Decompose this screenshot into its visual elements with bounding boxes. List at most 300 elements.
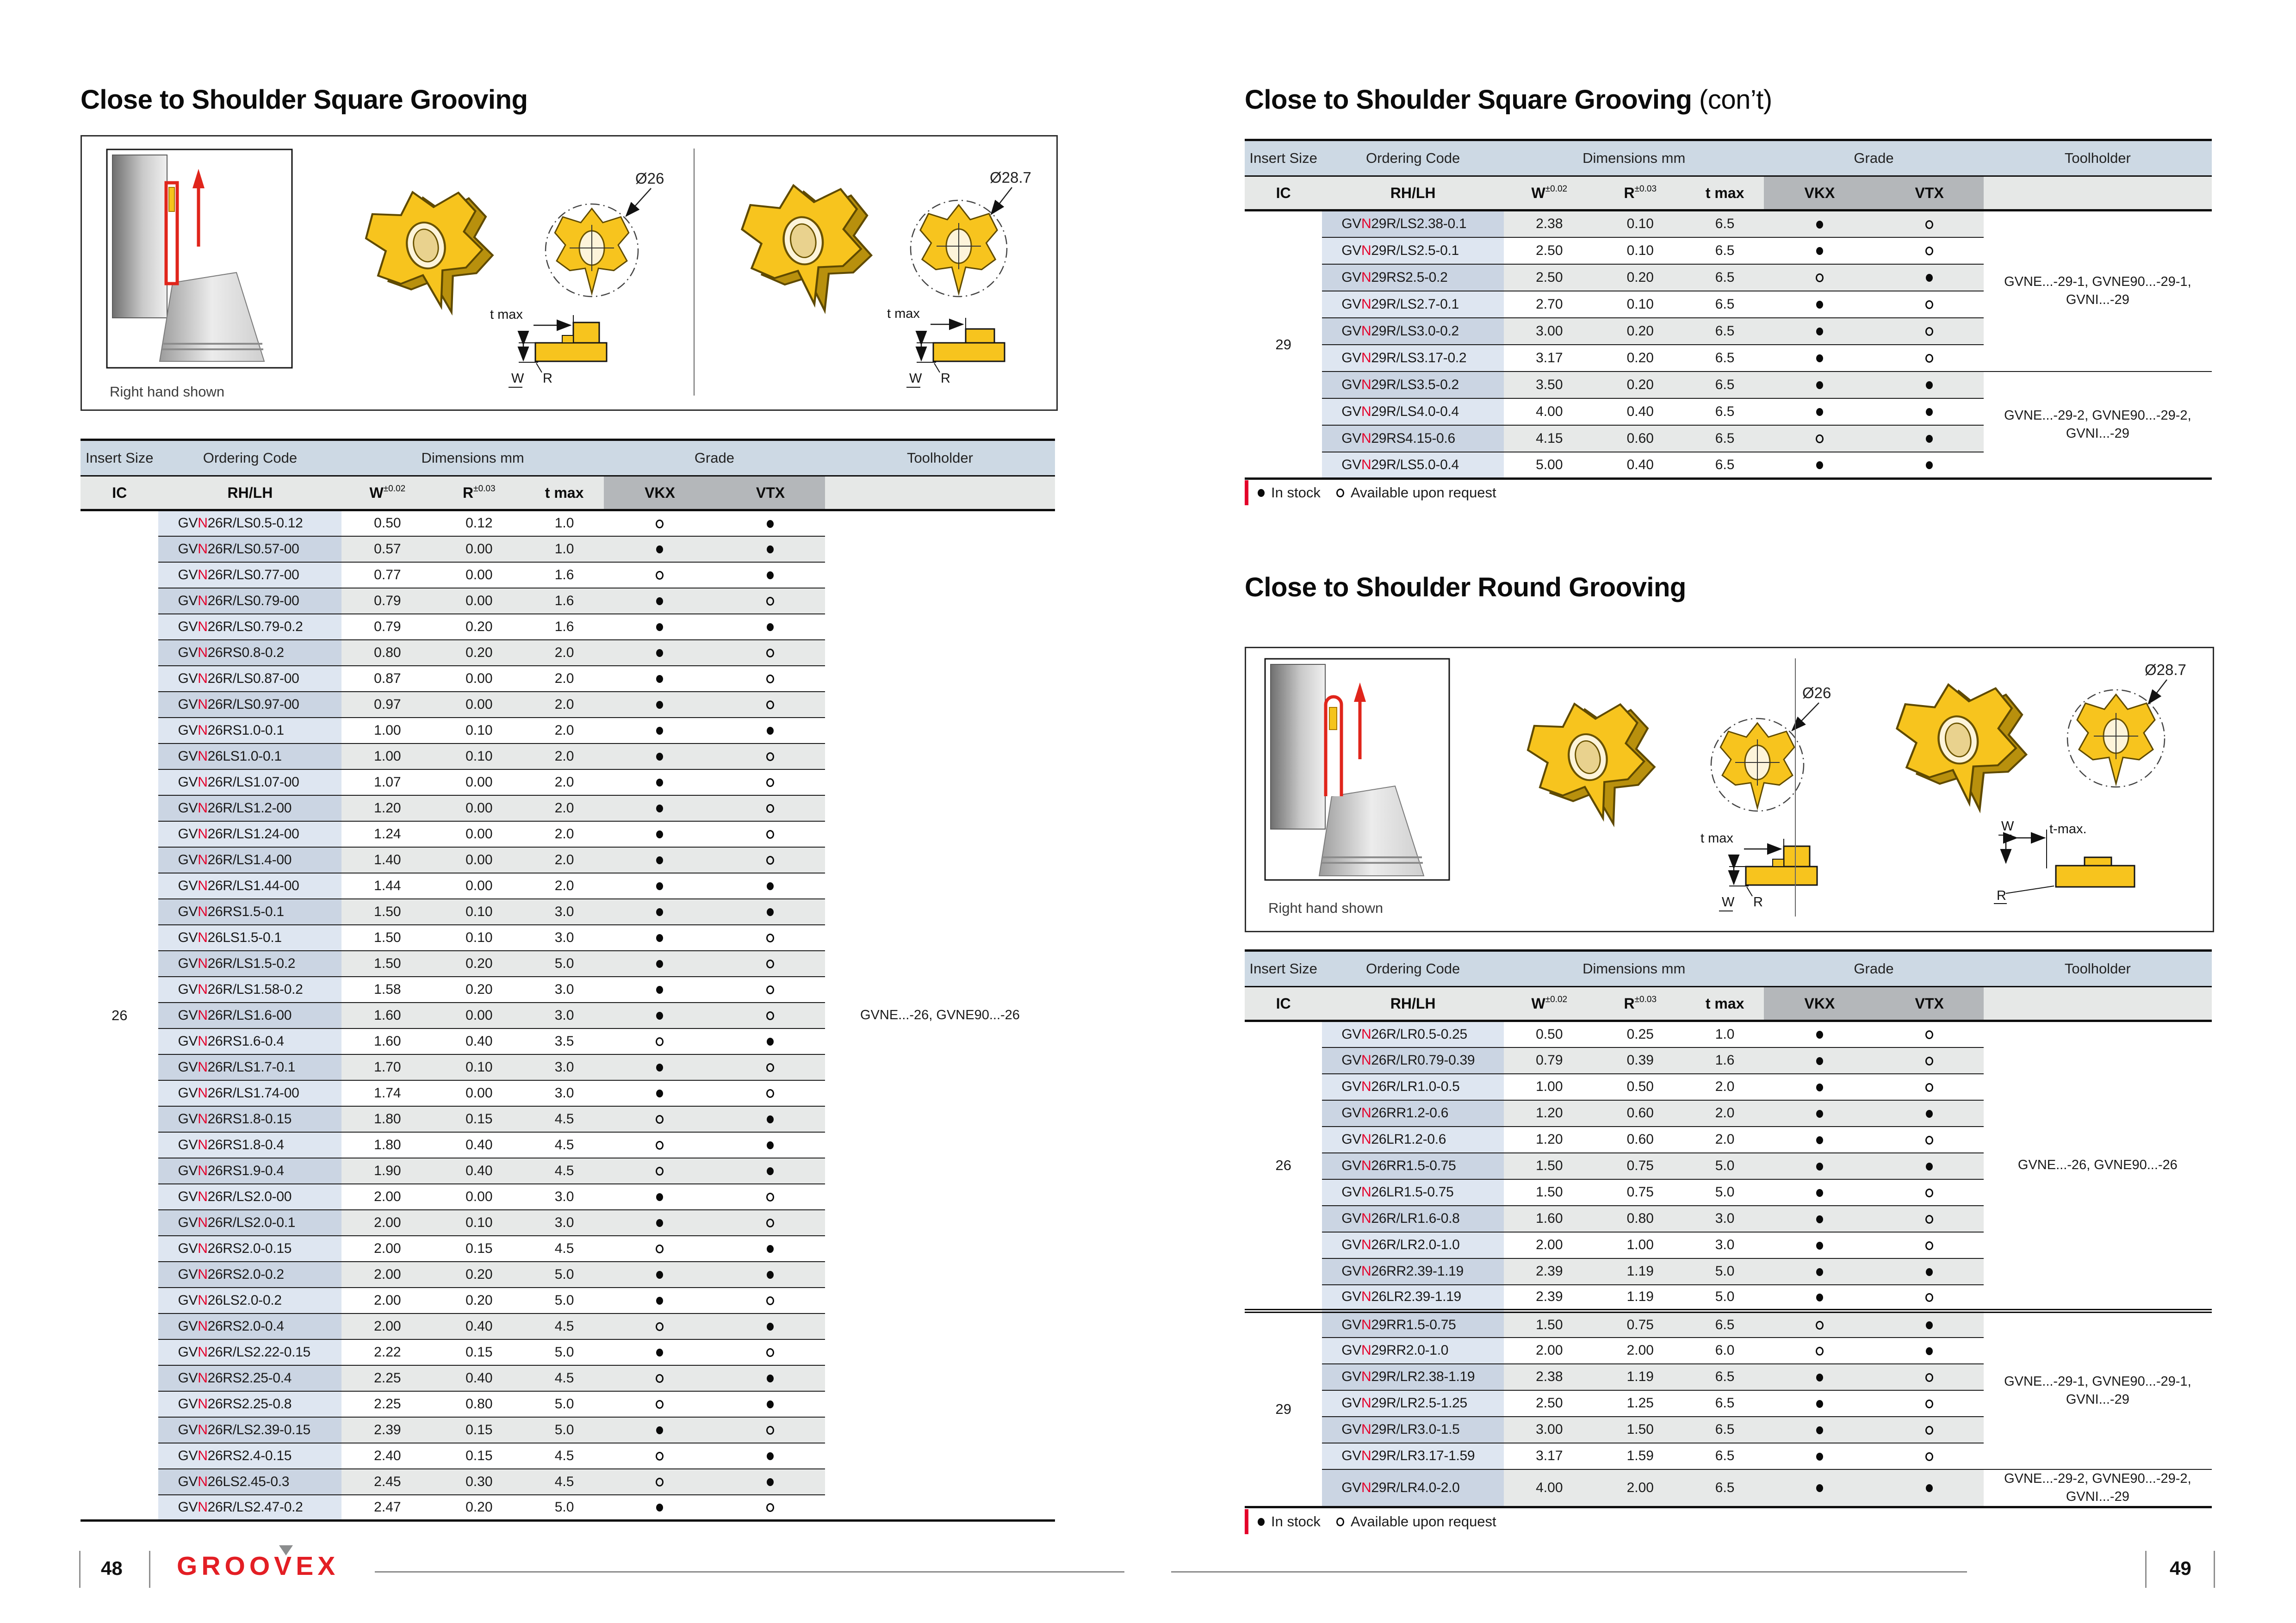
dimension-cell: 1.0 bbox=[525, 536, 604, 562]
ordering-code-cell: GVN26R/LS0.79-0.2 bbox=[158, 614, 341, 640]
ordering-code-cell: GVN26R/LS1.74-00 bbox=[158, 1080, 341, 1106]
dimension-cell: 3.0 bbox=[1686, 1232, 1764, 1258]
grade-vtx-cell bbox=[1875, 1443, 1984, 1469]
ordering-code-cell: GVN29R/LR3.0-1.5 bbox=[1322, 1417, 1504, 1443]
dimension-cell: 0.50 bbox=[1504, 1021, 1595, 1047]
filled-dot-icon bbox=[656, 1297, 663, 1305]
dimension-cell: 1.00 bbox=[341, 718, 433, 743]
open-dot-icon bbox=[1816, 1321, 1824, 1330]
filled-dot-icon bbox=[1816, 408, 1823, 416]
dimension-cell: 0.10 bbox=[433, 1054, 525, 1080]
dimension-cell: 2.00 bbox=[1504, 1232, 1595, 1258]
dimension-cell: 3.17 bbox=[1504, 1443, 1595, 1469]
ordering-code-cell: GVN26R/LR2.0-1.0 bbox=[1322, 1232, 1504, 1258]
dimension-cell: 1.40 bbox=[341, 847, 433, 873]
dimension-cell: 2.47 bbox=[341, 1495, 433, 1521]
ordering-code-cell: GVN26R/LR1.0-0.5 bbox=[1322, 1074, 1504, 1100]
dimension-cell: 2.25 bbox=[341, 1391, 433, 1417]
column-subheader: $R^{\pm 0.03}$ bbox=[1595, 987, 1686, 1021]
dimension-cell: 2.0 bbox=[525, 743, 604, 769]
grade-vtx-cell bbox=[716, 1313, 825, 1339]
dimension-cell: 2.50 bbox=[1504, 1390, 1595, 1417]
grade-vkx-cell bbox=[1764, 211, 1875, 237]
grade-vkx-cell bbox=[1764, 1100, 1875, 1127]
dimension-cell: 1.6 bbox=[525, 588, 604, 614]
filled-dot-icon bbox=[656, 649, 663, 657]
grade-vkx-cell bbox=[1764, 1127, 1875, 1153]
dimension-cell: 1.50 bbox=[341, 899, 433, 925]
ordering-code-cell: GVN26LR1.2-0.6 bbox=[1322, 1127, 1504, 1153]
grade-vtx-cell bbox=[716, 847, 825, 873]
toolholder-cell: GVNE...-29-1, GVNE90...-29-1, GVNI...-29 bbox=[1984, 1311, 2212, 1469]
dimension-cell: 0.10 bbox=[433, 743, 525, 769]
dimension-cell: 6.5 bbox=[1686, 237, 1764, 264]
column-subheader bbox=[1984, 987, 2212, 1021]
table-subheader-row bbox=[1245, 176, 2212, 211]
ordering-code-cell: GVN26R/LS1.7-0.1 bbox=[158, 1054, 341, 1080]
dimension-cell: 0.40 bbox=[1595, 398, 1686, 425]
grade-vtx-cell bbox=[1875, 237, 1984, 264]
dimension-cell: 1.0 bbox=[1686, 1021, 1764, 1047]
open-dot-icon bbox=[1816, 273, 1824, 282]
filled-dot-icon bbox=[656, 1426, 663, 1434]
grade-vkx-cell bbox=[604, 510, 716, 536]
dimension-cell: 6.5 bbox=[1686, 264, 1764, 291]
dimension-cell: 0.20 bbox=[1595, 345, 1686, 372]
groovex-logo: GROOVEX bbox=[177, 1551, 339, 1581]
grade-vkx-cell bbox=[604, 1158, 716, 1184]
dimension-cell: 1.20 bbox=[1504, 1127, 1595, 1153]
ordering-code-cell: GVN26R/LS0.97-00 bbox=[158, 692, 341, 718]
grade-vkx-cell bbox=[604, 1313, 716, 1339]
column-header: Toolholder bbox=[1984, 140, 2212, 176]
column-subheader: $W^{\pm 0.02}$ bbox=[1504, 176, 1595, 211]
filled-dot-icon bbox=[767, 908, 774, 916]
dimension-cell: 0.50 bbox=[1595, 1074, 1686, 1100]
ordering-code-cell: GVN26R/LS0.79-00 bbox=[158, 588, 341, 614]
ordering-code-cell: GVN29R/LS2.5-0.1 bbox=[1322, 237, 1504, 264]
svg-text:R: R bbox=[941, 371, 950, 386]
grade-vkx-cell bbox=[1764, 1179, 1875, 1206]
grade-vkx-cell bbox=[1764, 264, 1875, 291]
legend-red-bar-icon bbox=[1245, 1509, 1248, 1534]
filled-dot-icon bbox=[1816, 381, 1823, 389]
ordering-code-cell: GVN26RS1.5-0.1 bbox=[158, 899, 341, 925]
filled-dot-icon bbox=[656, 908, 663, 916]
dimension-cell: 0.10 bbox=[433, 1210, 525, 1236]
dimension-cell: 6.5 bbox=[1686, 1311, 1764, 1338]
ordering-code-cell: GVN29RR2.0-1.0 bbox=[1322, 1338, 1504, 1364]
grade-vkx-cell bbox=[1764, 1153, 1875, 1179]
ordering-code-cell: GVN29R/LR2.38-1.19 bbox=[1322, 1364, 1504, 1390]
grade-vtx-cell bbox=[1875, 452, 1984, 479]
open-dot-icon bbox=[656, 520, 664, 528]
dimension-cell: 0.80 bbox=[341, 640, 433, 666]
insert-front-view-large bbox=[2067, 690, 2165, 787]
dimension-cell: 0.75 bbox=[1595, 1153, 1686, 1179]
dimension-cell: 1.0 bbox=[525, 510, 604, 536]
ordering-code-cell: GVN26LS1.5-0.1 bbox=[158, 925, 341, 951]
open-dot-icon bbox=[1925, 1057, 1933, 1065]
grade-vkx-cell bbox=[604, 769, 716, 795]
open-dot-icon bbox=[1925, 354, 1933, 363]
grade-vkx-cell bbox=[1764, 452, 1875, 479]
ordering-code-cell: GVN26R/LS2.39-0.15 bbox=[158, 1417, 341, 1443]
grade-vtx-cell bbox=[716, 562, 825, 588]
grade-vkx-cell bbox=[1764, 425, 1875, 452]
dimension-cell: 6.5 bbox=[1686, 452, 1764, 479]
ordering-code-cell: GVN26R/LS2.47-0.2 bbox=[158, 1495, 341, 1521]
ordering-code-cell: GVN26R/LS0.87-00 bbox=[158, 666, 341, 692]
dimension-cell: 1.20 bbox=[341, 795, 433, 821]
machining-diagram bbox=[107, 149, 292, 368]
dimension-cell: 0.40 bbox=[433, 1313, 525, 1339]
grade-vkx-cell bbox=[604, 1184, 716, 1210]
dimension-cell: 0.57 bbox=[341, 536, 433, 562]
filled-dot-icon bbox=[1926, 1268, 1933, 1276]
catalog-page-right bbox=[1148, 0, 2296, 1623]
dimension-cell: 5.0 bbox=[525, 1391, 604, 1417]
svg-text:t-max.: t-max. bbox=[2049, 822, 2087, 836]
insert-size-cell: 29 bbox=[1245, 211, 1322, 479]
grade-vtx-cell bbox=[716, 925, 825, 951]
column-header: Dimensions mm bbox=[341, 440, 603, 476]
page-number: 48 bbox=[101, 1557, 123, 1579]
dimension-cell: 2.0 bbox=[525, 692, 604, 718]
ordering-code-cell: GVN26RS1.9-0.4 bbox=[158, 1158, 341, 1184]
grade-vkx-cell bbox=[604, 795, 716, 821]
dimension-cell: 2.0 bbox=[525, 873, 604, 899]
filled-dot-icon bbox=[1816, 1189, 1823, 1197]
grade-vtx-cell bbox=[716, 718, 825, 743]
filled-dot-icon bbox=[767, 1375, 774, 1382]
filled-dot-icon bbox=[1816, 1163, 1823, 1171]
dimension-cell: 2.38 bbox=[1504, 211, 1595, 237]
dimension-cell: 0.40 bbox=[433, 1365, 525, 1391]
filled-dot-icon bbox=[656, 545, 663, 553]
legend-red-bar-icon bbox=[1245, 480, 1248, 505]
column-subheader: VKX bbox=[604, 476, 716, 510]
ordering-code-cell: GVN26R/LS2.0-00 bbox=[158, 1184, 341, 1210]
table-row bbox=[1245, 1469, 2212, 1507]
column-subheader: t max bbox=[1686, 987, 1764, 1021]
dimension-cell: 4.00 bbox=[1504, 1469, 1595, 1507]
filled-dot-icon bbox=[1816, 247, 1823, 255]
dimension-cell: 2.0 bbox=[1686, 1127, 1764, 1153]
ordering-code-cell: GVN29R/LS5.0-0.4 bbox=[1322, 452, 1504, 479]
filled-dot-icon bbox=[1816, 1268, 1823, 1276]
dimension-cell: 1.6 bbox=[525, 614, 604, 640]
filled-dot-icon bbox=[767, 1038, 774, 1046]
ordering-code-cell: GVN26LR2.39-1.19 bbox=[1322, 1285, 1504, 1311]
dimension-cell: 0.39 bbox=[1595, 1047, 1686, 1074]
open-dot-icon bbox=[1925, 247, 1933, 255]
dimension-cell: 1.74 bbox=[341, 1080, 433, 1106]
ordering-code-cell: GVN26RS2.0-0.2 bbox=[158, 1262, 341, 1288]
filled-dot-icon bbox=[1816, 1426, 1823, 1434]
dimension-cell: 0.00 bbox=[433, 536, 525, 562]
page-title: Close to Shoulder Square Grooving (con’t) bbox=[1245, 85, 1772, 115]
grade-vtx-cell bbox=[716, 1106, 825, 1132]
ordering-code-cell: GVN26LS1.0-0.1 bbox=[158, 743, 341, 769]
grade-vtx-cell bbox=[716, 1158, 825, 1184]
filled-dot-icon bbox=[1926, 1163, 1933, 1171]
dimension-cell: 1.6 bbox=[525, 562, 604, 588]
dimension-cell: 5.00 bbox=[1504, 452, 1595, 479]
filled-dot-icon bbox=[1816, 301, 1823, 309]
open-dot-icon bbox=[1925, 1083, 1933, 1092]
grade-vtx-cell bbox=[716, 1365, 825, 1391]
table-header-row bbox=[1245, 140, 2212, 176]
ordering-code-cell: GVN29R/LR2.5-1.25 bbox=[1322, 1390, 1504, 1417]
grade-vtx-cell bbox=[1875, 211, 1984, 237]
dimension-cell: 1.60 bbox=[341, 1003, 433, 1028]
ordering-code-cell: GVN26R/LS0.57-00 bbox=[158, 536, 341, 562]
filled-dot-icon bbox=[656, 779, 663, 787]
grade-vtx-cell bbox=[716, 1469, 825, 1495]
open-dot-icon bbox=[766, 649, 774, 657]
dimension-cell: 2.0 bbox=[525, 718, 604, 743]
dimension-cell: 2.00 bbox=[1595, 1338, 1686, 1364]
ordering-code-cell: GVN26R/LS2.22-0.15 bbox=[158, 1339, 341, 1365]
grade-vkx-cell bbox=[1764, 1285, 1875, 1311]
insert-front-view-large bbox=[911, 200, 1007, 297]
grade-vtx-cell bbox=[1875, 372, 1984, 398]
open-dot-icon bbox=[766, 1193, 774, 1202]
dimension-cell: 0.00 bbox=[433, 769, 525, 795]
grade-vtx-cell bbox=[716, 1262, 825, 1288]
dimension-cell: 2.50 bbox=[1504, 264, 1595, 291]
open-dot-icon bbox=[656, 1167, 664, 1176]
dimension-cell: 1.19 bbox=[1595, 1285, 1686, 1311]
grade-vtx-cell bbox=[1875, 1100, 1984, 1127]
dimension-cell: 3.0 bbox=[525, 1210, 604, 1236]
figure-note: Right hand shown bbox=[1268, 900, 1384, 916]
grade-vtx-cell bbox=[1875, 1021, 1984, 1047]
filled-dot-icon bbox=[767, 1271, 774, 1279]
dimension-cell: 6.5 bbox=[1686, 1443, 1764, 1469]
grade-vkx-cell bbox=[604, 1339, 716, 1365]
ordering-code-cell: GVN26R/LR0.5-0.25 bbox=[1322, 1021, 1504, 1047]
filled-dot-icon bbox=[1816, 1484, 1823, 1492]
dimension-cell: 3.0 bbox=[525, 1054, 604, 1080]
ordering-code-cell: GVN29RS2.5-0.2 bbox=[1322, 264, 1504, 291]
grade-vtx-cell bbox=[1875, 1127, 1984, 1153]
open-dot-icon bbox=[1925, 1215, 1933, 1224]
open-dot-icon bbox=[1925, 1452, 1933, 1461]
open-dot-icon bbox=[1816, 434, 1824, 443]
grade-vkx-cell bbox=[604, 1262, 716, 1288]
column-subheader: IC bbox=[81, 476, 158, 510]
profile-sketch bbox=[1994, 819, 2135, 904]
dimension-cell: 0.15 bbox=[433, 1339, 525, 1365]
open-dot-icon bbox=[766, 778, 774, 787]
dimension-cell: 0.00 bbox=[433, 562, 525, 588]
grade-vkx-cell bbox=[1764, 237, 1875, 264]
grade-vkx-cell bbox=[604, 1495, 716, 1521]
footer-rule bbox=[375, 1571, 1124, 1573]
grade-vtx-cell bbox=[716, 769, 825, 795]
dimension-cell: 1.07 bbox=[341, 769, 433, 795]
grade-vkx-cell bbox=[1764, 1443, 1875, 1469]
grade-vtx-cell bbox=[1875, 264, 1984, 291]
grade-vtx-cell bbox=[1875, 398, 1984, 425]
dimension-cell: 4.15 bbox=[1504, 425, 1595, 452]
column-header: Grade bbox=[1764, 951, 1983, 987]
filled-dot-icon bbox=[1816, 1084, 1823, 1091]
grade-vkx-cell bbox=[1764, 291, 1875, 318]
open-dot-icon bbox=[766, 960, 774, 968]
ordering-code-cell: GVN26R/LS1.24-00 bbox=[158, 821, 341, 847]
open-dot-icon bbox=[656, 1141, 664, 1150]
grade-vkx-cell bbox=[1764, 1338, 1875, 1364]
dimension-cell: 6.5 bbox=[1686, 372, 1764, 398]
filled-dot-icon bbox=[1816, 1400, 1823, 1408]
dimension-cell: 2.00 bbox=[341, 1184, 433, 1210]
grade-vtx-cell bbox=[716, 536, 825, 562]
column-header: Insert Size bbox=[1245, 951, 1322, 987]
table-row bbox=[81, 510, 1055, 536]
dimension-cell: 6.5 bbox=[1686, 1469, 1764, 1507]
open-dot-icon bbox=[1336, 1518, 1344, 1526]
grade-vtx-cell bbox=[1875, 1285, 1984, 1311]
grade-vtx-cell bbox=[716, 821, 825, 847]
open-dot-icon bbox=[1925, 1373, 1933, 1382]
dimension-cell: 0.10 bbox=[433, 899, 525, 925]
filled-dot-icon bbox=[656, 1219, 663, 1227]
grade-vtx-cell bbox=[716, 640, 825, 666]
dimension-cell: 1.19 bbox=[1595, 1364, 1686, 1390]
dimension-cell: 5.0 bbox=[525, 1339, 604, 1365]
ordering-code-cell: GVN29RS4.15-0.6 bbox=[1322, 425, 1504, 452]
column-header: Insert Size bbox=[1245, 140, 1322, 176]
ordering-code-cell: GVN26R/LS1.58-0.2 bbox=[158, 977, 341, 1003]
grade-vtx-cell bbox=[716, 743, 825, 769]
ordering-code-cell: GVN26RS2.4-0.15 bbox=[158, 1443, 341, 1469]
insert-size-cell: 26 bbox=[81, 510, 158, 1521]
insert-3d-small bbox=[358, 176, 506, 328]
grade-vkx-cell bbox=[1764, 372, 1875, 398]
filled-dot-icon bbox=[1258, 489, 1265, 497]
filled-dot-icon bbox=[1816, 1374, 1823, 1381]
toolholder-cell: GVNE...-26, GVNE90...-26 bbox=[825, 510, 1055, 1521]
filled-dot-icon bbox=[1816, 328, 1823, 335]
column-header: Insert Size bbox=[81, 440, 158, 476]
dimension-cell: 6.5 bbox=[1686, 211, 1764, 237]
ordering-code-cell: GVN29R/LS3.17-0.2 bbox=[1322, 345, 1504, 372]
grade-vkx-cell bbox=[604, 640, 716, 666]
ordering-code-cell: GVN26RS2.0-0.15 bbox=[158, 1236, 341, 1262]
ordering-code-cell: GVN26RS2.25-0.4 bbox=[158, 1365, 341, 1391]
section-title: Close to Shoulder Round Grooving bbox=[1245, 572, 1686, 602]
dimension-cell: 0.10 bbox=[433, 925, 525, 951]
dimension-cell: 4.5 bbox=[525, 1443, 604, 1469]
column-subheader: VKX bbox=[1764, 987, 1875, 1021]
svg-text:W: W bbox=[511, 371, 524, 386]
dimension-cell: 2.38 bbox=[1504, 1364, 1595, 1390]
open-dot-icon bbox=[1925, 327, 1933, 336]
table-header-row bbox=[1245, 951, 2212, 987]
dimension-cell: 5.0 bbox=[525, 1495, 604, 1521]
page-title: Close to Shoulder Square Grooving bbox=[81, 85, 528, 115]
ordering-code-cell: GVN26R/LS1.44-00 bbox=[158, 873, 341, 899]
grade-vtx-cell bbox=[716, 795, 825, 821]
dimension-cell: 0.60 bbox=[1595, 1100, 1686, 1127]
dimension-cell: 0.00 bbox=[433, 847, 525, 873]
column-header: Ordering Code bbox=[1322, 140, 1504, 176]
toolholder-cell: GVNE...-29-1, GVNE90...-29-1, GVNI...-29 bbox=[1984, 211, 2212, 372]
dimension-cell: 0.20 bbox=[433, 1288, 525, 1313]
dimension-cell: 3.00 bbox=[1504, 1417, 1595, 1443]
column-subheader: RH/LH bbox=[158, 476, 341, 510]
dimension-cell: 1.50 bbox=[1504, 1153, 1595, 1179]
filled-dot-icon bbox=[656, 1064, 663, 1072]
square-grooving-cont-table bbox=[1245, 139, 2212, 480]
open-dot-icon bbox=[766, 1503, 774, 1512]
footer-rule bbox=[1171, 1571, 1967, 1573]
grade-vtx-cell bbox=[1875, 345, 1984, 372]
filled-dot-icon bbox=[1816, 1110, 1823, 1118]
grade-vkx-cell bbox=[1764, 1311, 1875, 1338]
dimension-cell: 3.50 bbox=[1504, 372, 1595, 398]
dimension-cell: 5.0 bbox=[525, 1262, 604, 1288]
insert-size-cell: 29 bbox=[1245, 1311, 1322, 1507]
grade-vtx-cell bbox=[716, 1417, 825, 1443]
ordering-code-cell: GVN29R/LS2.7-0.1 bbox=[1322, 291, 1504, 318]
dimension-cell: 1.44 bbox=[341, 873, 433, 899]
open-dot-icon bbox=[656, 1374, 664, 1383]
open-dot-icon bbox=[1925, 1030, 1933, 1039]
table-subheader-row bbox=[1245, 987, 2212, 1021]
ordering-code-cell: GVN26LS2.45-0.3 bbox=[158, 1469, 341, 1495]
grade-vtx-cell bbox=[716, 588, 825, 614]
open-dot-icon bbox=[766, 830, 774, 839]
grade-vkx-cell bbox=[604, 666, 716, 692]
grade-vtx-cell bbox=[1875, 318, 1984, 345]
filled-dot-icon bbox=[1816, 1453, 1823, 1461]
grade-vkx-cell bbox=[604, 899, 716, 925]
dimension-cell: 3.17 bbox=[1504, 345, 1595, 372]
ordering-code-cell: GVN26R/LS1.2-00 bbox=[158, 795, 341, 821]
dimension-cell: 0.15 bbox=[433, 1417, 525, 1443]
dimension-cell: 3.0 bbox=[1686, 1206, 1764, 1232]
filled-dot-icon bbox=[767, 520, 774, 528]
grade-vtx-cell bbox=[716, 951, 825, 977]
grade-vkx-cell bbox=[604, 977, 716, 1003]
ordering-code-cell: GVN26RS1.6-0.4 bbox=[158, 1028, 341, 1054]
dimension-cell: 0.20 bbox=[433, 951, 525, 977]
filled-dot-icon bbox=[767, 1141, 774, 1149]
filled-dot-icon bbox=[1816, 354, 1823, 362]
filled-dot-icon bbox=[1926, 435, 1933, 443]
dimension-cell: 4.5 bbox=[525, 1158, 604, 1184]
dimension-cell: 2.0 bbox=[525, 821, 604, 847]
column-subheader: VTX bbox=[1875, 987, 1984, 1021]
svg-text:t max: t max bbox=[490, 307, 523, 322]
open-dot-icon bbox=[1816, 1347, 1824, 1356]
round-grooving-table bbox=[1245, 949, 2212, 1508]
dimension-cell: 1.80 bbox=[341, 1132, 433, 1158]
grade-vtx-cell bbox=[1875, 1417, 1984, 1443]
grade-vtx-cell bbox=[1875, 1390, 1984, 1417]
dimension-cell: 2.39 bbox=[1504, 1258, 1595, 1285]
grade-vtx-cell bbox=[716, 1028, 825, 1054]
filled-dot-icon bbox=[1926, 1484, 1933, 1492]
ordering-code-cell: GVN26RR1.5-0.75 bbox=[1322, 1153, 1504, 1179]
ordering-code-cell: GVN26RR1.2-0.6 bbox=[1322, 1100, 1504, 1127]
grade-vtx-cell bbox=[1875, 1153, 1984, 1179]
dimension-cell: 0.15 bbox=[433, 1443, 525, 1469]
